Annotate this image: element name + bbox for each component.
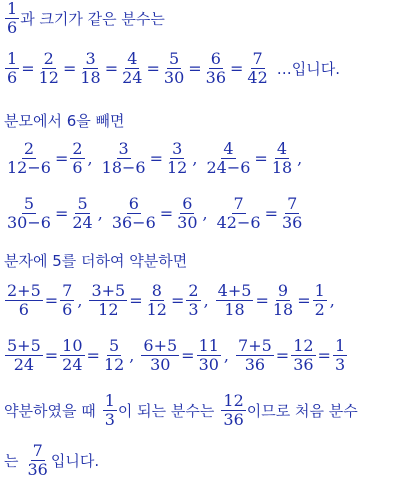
subtract-text: 분모에서 6을 빼면 [4,112,125,130]
answer-text-2: 입니다. [50,451,100,470]
comma: , [97,203,103,223]
conclusion-text-1: 약분하였을 때 [4,401,96,420]
fraction-12-36: $\frac{12}{36}$ [223,391,244,429]
comma: , [192,148,198,168]
fraction-sum: $\frac{9}{18}$ [272,281,294,319]
fraction-reduced: $\frac{5}{12}$ [103,336,125,374]
fraction-expression: $\frac{4}{24-6}$ [206,139,251,177]
fraction-result: $\frac{7}{36}$ [281,194,303,232]
fraction-expression: $\frac{6}{36-6}$ [111,194,156,232]
equals-sign: = [54,203,69,223]
fraction: $\frac{2}{12}$ [38,49,59,87]
line-10 [4,442,99,478]
fraction-1-3: $\frac{1}{3}$ [104,391,115,429]
comma: , [202,203,208,223]
fraction-sum: $\frac{12}{36}$ [293,336,314,374]
line-9 [4,392,358,428]
equals-sign: = [254,148,268,168]
subtract-row-2 [4,195,305,231]
fraction-reduced: $\frac{2}{3}$ [188,281,199,319]
equals-sign: = [86,345,100,365]
fraction-expression: $\frac{5}{30-6}$ [7,194,51,232]
equals-sign: = [62,58,77,78]
fraction: $\frac{5}{30}$ [163,49,185,87]
equals-sign: = [317,345,331,365]
fraction-expression: $\frac{6+5}{30}$ [143,336,178,374]
equals-sign: = [149,148,163,168]
fraction-result: $\frac{6}{30}$ [177,194,198,232]
add-row-1 [4,282,341,318]
equals-sign: = [44,345,59,365]
fraction-expression: $\frac{2+5}{6}$ [7,281,41,319]
equals-sign: = [188,58,202,78]
comma: , [297,148,303,168]
fraction-reduced: $\frac{1}{2}$ [314,281,325,319]
comma: , [129,345,135,365]
equals-sign: = [170,290,185,310]
conclusion-text-3: 이므로 처음 분수 [246,401,358,420]
line-3 [4,110,125,131]
fraction-expression: $\frac{3}{18-6}$ [101,139,146,177]
fraction-result: $\frac{2}{6}$ [72,139,83,177]
fraction-result: $\frac{3}{12}$ [167,139,188,177]
fraction-result: $\frac{5}{24}$ [72,194,93,232]
equals-sign: = [54,148,69,168]
fraction-expression: $\frac{3+5}{12}$ [91,281,126,319]
equal-fractions-line [4,50,340,86]
fraction: $\frac{7}{42}$ [247,49,268,87]
fraction: $\frac{1}{6}$ [7,49,18,87]
fraction-sum: $\frac{10}{24}$ [62,336,83,374]
fraction: $\frac{3}{18}$ [80,49,101,87]
fraction-7-36: $\frac{7}{36}$ [27,441,48,479]
comma: , [203,290,209,310]
fraction-expression: $\frac{5+5}{24}$ [7,336,41,374]
equals-sign: = [159,203,174,223]
equals-sign: = [297,290,311,310]
equals-sign: = [129,290,143,310]
comma: , [223,345,230,365]
comma: , [329,290,335,310]
equals-sign: = [21,58,35,78]
comma: , [77,290,83,310]
intro-text: 과 크기가 같은 분수는 [20,9,165,28]
fraction-sum: $\frac{8}{12}$ [146,281,167,319]
equals-sign: = [230,58,244,78]
fraction-result: $\frac{4}{18}$ [271,139,293,177]
add-row-2 [4,337,348,373]
add-text: 분자에 5를 더하여 약분하면 [4,252,188,270]
answer-text-1: 는 [4,451,19,470]
equals-sign: = [255,290,269,310]
fraction: $\frac{6}{36}$ [205,49,227,87]
equals-sign: = [181,345,195,365]
line-1 [4,0,165,36]
equals-sign: = [264,203,278,223]
equals-sign: = [104,58,119,78]
fraction-reduced: $\frac{1}{3}$ [334,336,346,374]
subtract-row-1 [4,140,308,176]
conclusion-text-2: 이 되는 분수는 [117,401,215,420]
fraction-sum: $\frac{7}{6}$ [62,281,73,319]
fraction-expression: $\frac{7}{42-6}$ [216,194,261,232]
fraction-1-6: $\frac{1}{6}$ [7,0,18,37]
ellipsis-text: …입니다. [276,59,341,78]
line-6 [4,250,187,271]
fraction-expression: $\frac{4+5}{18}$ [217,281,252,319]
fraction-expression: $\frac{2}{12-6}$ [7,139,51,177]
equals-sign: = [44,290,59,310]
fraction-expression: $\frac{7+5}{36}$ [238,336,272,374]
fraction-sum: $\frac{11}{30}$ [198,336,219,374]
equals-sign: = [275,345,290,365]
comma: , [87,148,93,168]
fraction: $\frac{4}{24}$ [122,49,143,87]
equals-sign: = [146,58,160,78]
